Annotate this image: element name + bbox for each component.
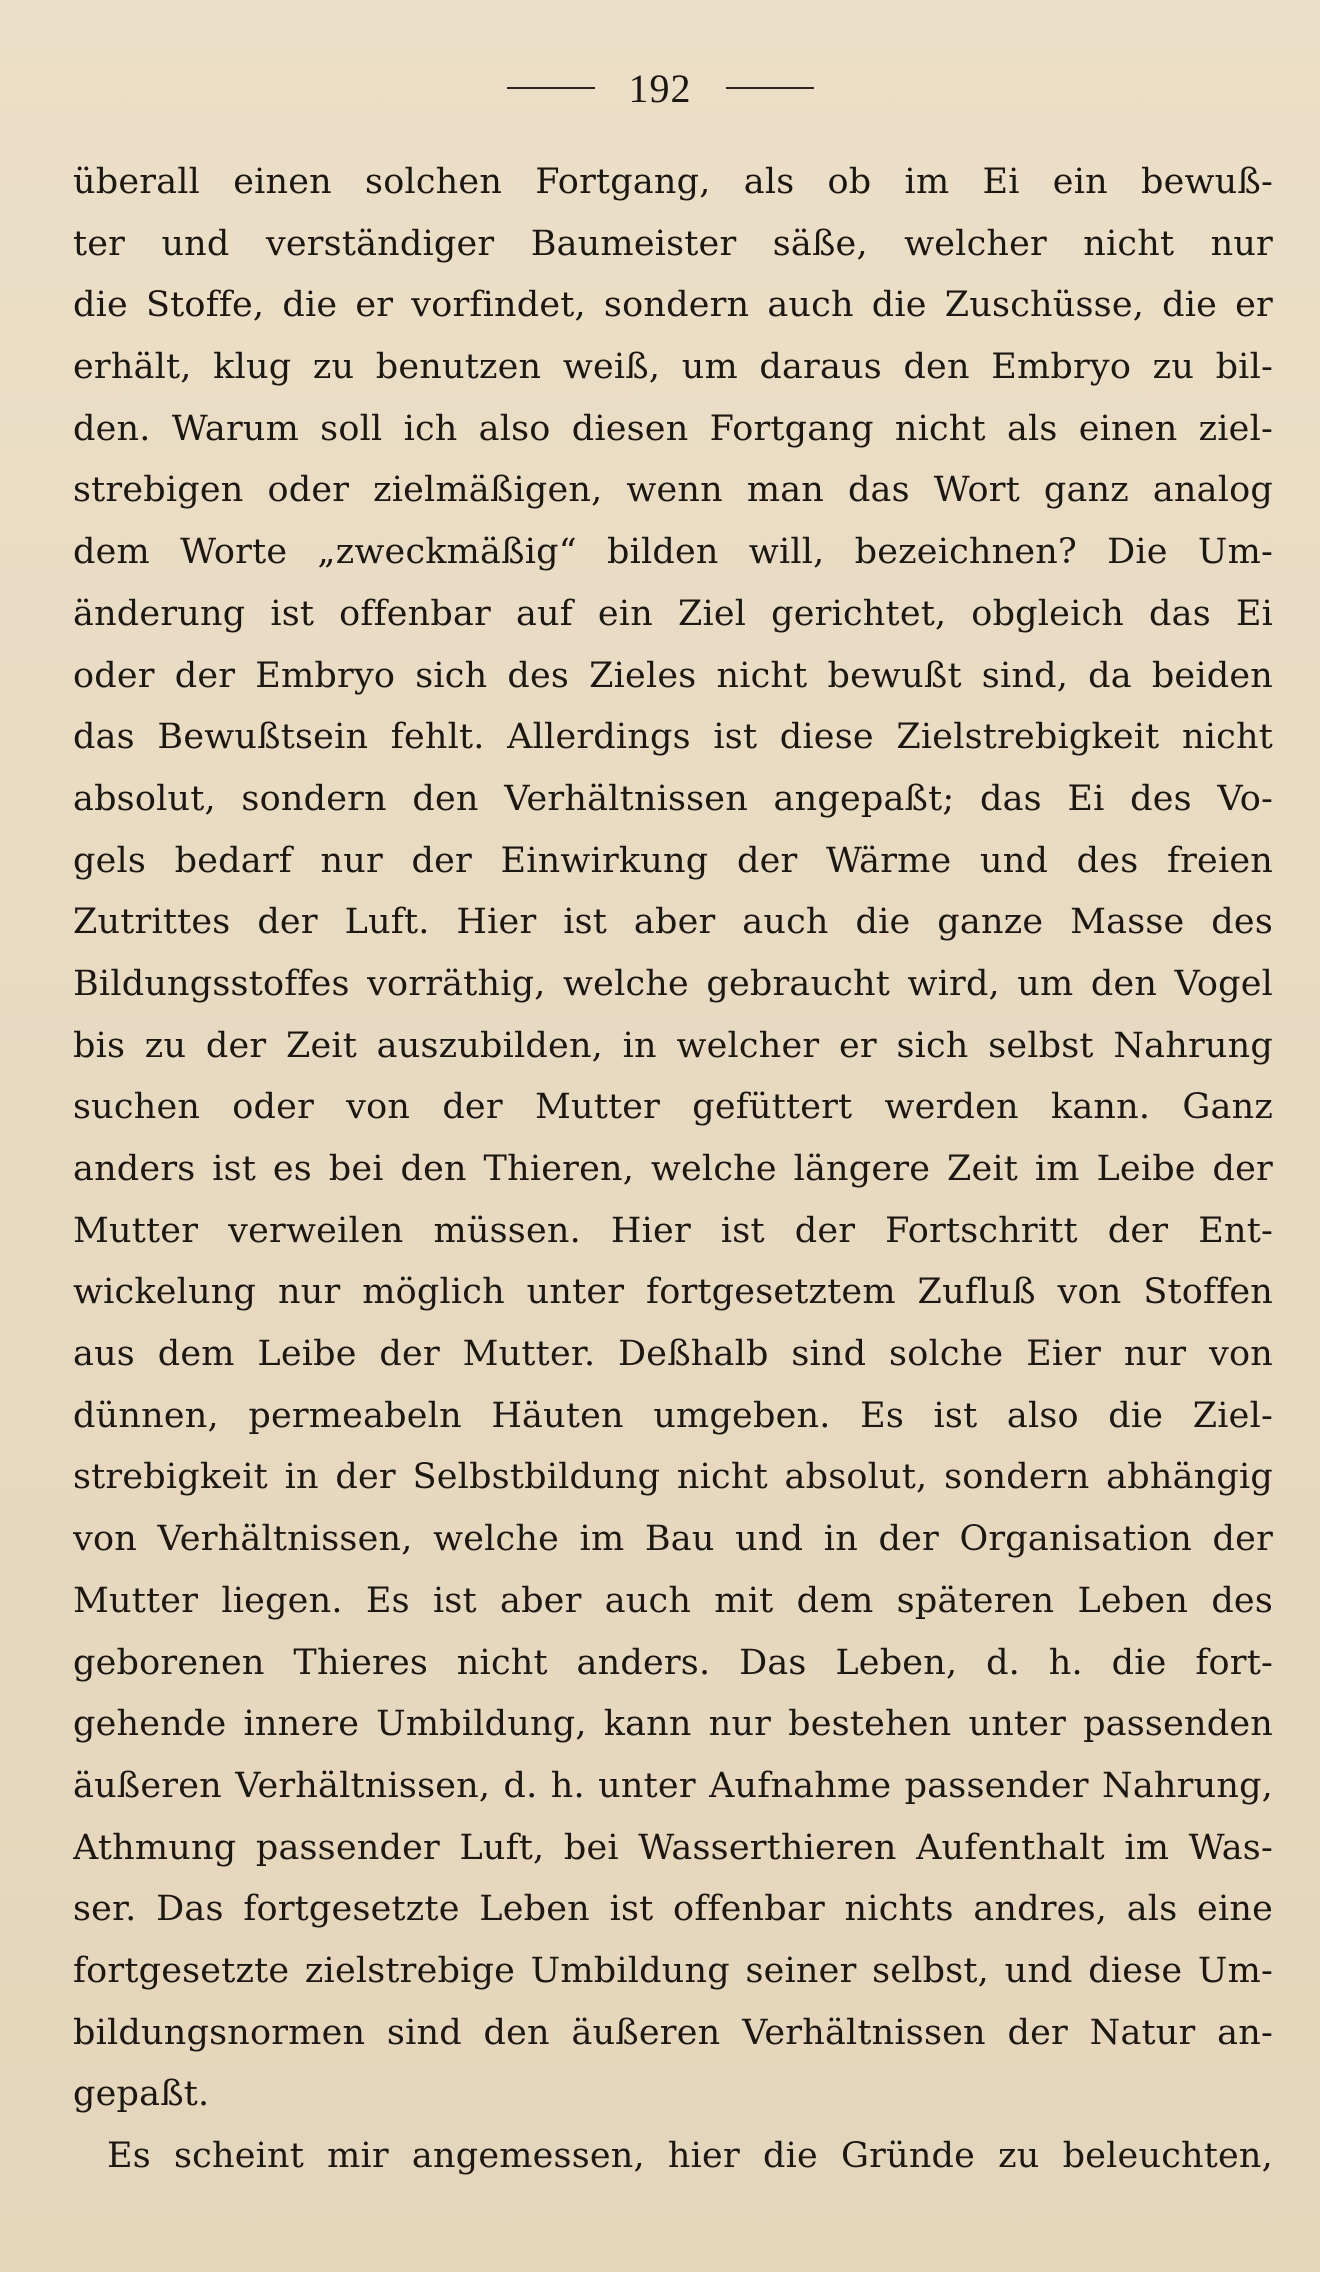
text-line: änderung ist offenbar auf ein Ziel gerichtet, obgleich das Ei	[73, 593, 1273, 634]
text-line: aus dem Leibe der Mutter. Deßhalb sind solche Eier nur von	[73, 1334, 1273, 1375]
text-line: die Stoffe, die er vorfindet, sondern auch die Zuschüsse, die er	[73, 285, 1273, 326]
text-line: äußeren Verhältnissen, d. h. unter Aufnahme passender Nahrung,	[73, 1765, 1273, 1806]
text-line: von Verhältnissen, welche im Bau und in der Organisation der	[73, 1519, 1273, 1560]
text-line: oder der Embryo sich des Zieles nicht bewußt sind, da beiden	[73, 655, 1273, 696]
header-rule-right	[726, 87, 814, 89]
text-line: strebigen oder zielmäßigen, wenn man das Wort ganz analog	[73, 470, 1273, 511]
text-line: überall einen solchen Fortgang, als ob im Ei ein bewuß-	[73, 162, 1273, 202]
text-line-paragraph-start: Es scheint mir angemessen, hier die Gründe zu beleuchten,	[107, 2136, 1273, 2176]
text-line: bis zu der Zeit auszubilden, in welcher er sich selbst Nahrung	[73, 1025, 1273, 1066]
text-line: gels bedarf nur der Einwirkung der Wärme und des freien	[73, 840, 1273, 881]
text-line: geborenen Thieres nicht anders. Das Leben, d. h. die fort-	[73, 1642, 1273, 1683]
page-header	[0, 58, 1320, 118]
text-line: ser. Das fortgesetzte Leben ist offenbar nichts andres, als eine	[73, 1889, 1273, 1930]
text-line: Mutter verweilen müssen. Hier ist der Fortschritt der Ent-	[73, 1210, 1273, 1251]
text-line: den. Warum soll ich also diesen Fortgang nicht als einen ziel-	[73, 408, 1273, 449]
text-line: Athmung passender Luft, bei Wasserthieren Aufenthalt im Was-	[73, 1827, 1273, 1868]
text-line: anders ist es bei den Thieren, welche längere Zeit im Leibe der	[73, 1149, 1273, 1189]
text-line: erhält, klug zu benutzen weiß, um daraus den Embryo zu bil-	[73, 347, 1273, 388]
body-text	[73, 152, 1273, 2188]
page-number: 192	[628, 65, 692, 111]
text-line: wickelung nur möglich unter fortgesetztem Zufluß von Stoffen	[73, 1272, 1273, 1313]
header-rule-left	[507, 87, 595, 89]
text-line: dem Worte „zweckmäßig“ bilden will, bezeichnen? Die Um-	[73, 532, 1273, 573]
text-line: gehende innere Umbildung, kann nur bestehen unter passenden	[73, 1704, 1273, 1745]
text-line: suchen oder von der Mutter gefüttert werden kann. Ganz	[73, 1087, 1273, 1128]
text-line: bildungsnormen sind den äußeren Verhältnissen der Natur an-	[73, 2012, 1273, 2053]
text-line: Mutter liegen. Es ist aber auch mit dem späteren Leben des	[73, 1580, 1273, 1621]
text-line: Bildungsstoffes vorräthig, welche gebraucht wird, um den Vogel	[73, 963, 1273, 1004]
text-line-paragraph-end: gepaßt.	[73, 2074, 210, 2115]
text-line: das Bewußtsein fehlt. Allerdings ist diese Zielstrebigkeit nicht	[73, 717, 1273, 758]
text-line: strebigkeit in der Selbstbildung nicht absolut, sondern abhängig	[73, 1457, 1273, 1498]
text-line: fortgesetzte zielstrebige Umbildung seiner selbst, und diese Um-	[73, 1950, 1273, 1991]
text-line: absolut, sondern den Verhältnissen angepaßt; das Ei des Vo-	[73, 778, 1273, 819]
text-line: dünnen, permeabeln Häuten umgeben. Es ist also die Ziel-	[73, 1395, 1273, 1436]
text-line: Zutrittes der Luft. Hier ist aber auch die ganze Masse des	[73, 902, 1273, 943]
text-line: ter und verständiger Baumeister säße, welcher nicht nur	[73, 223, 1273, 264]
